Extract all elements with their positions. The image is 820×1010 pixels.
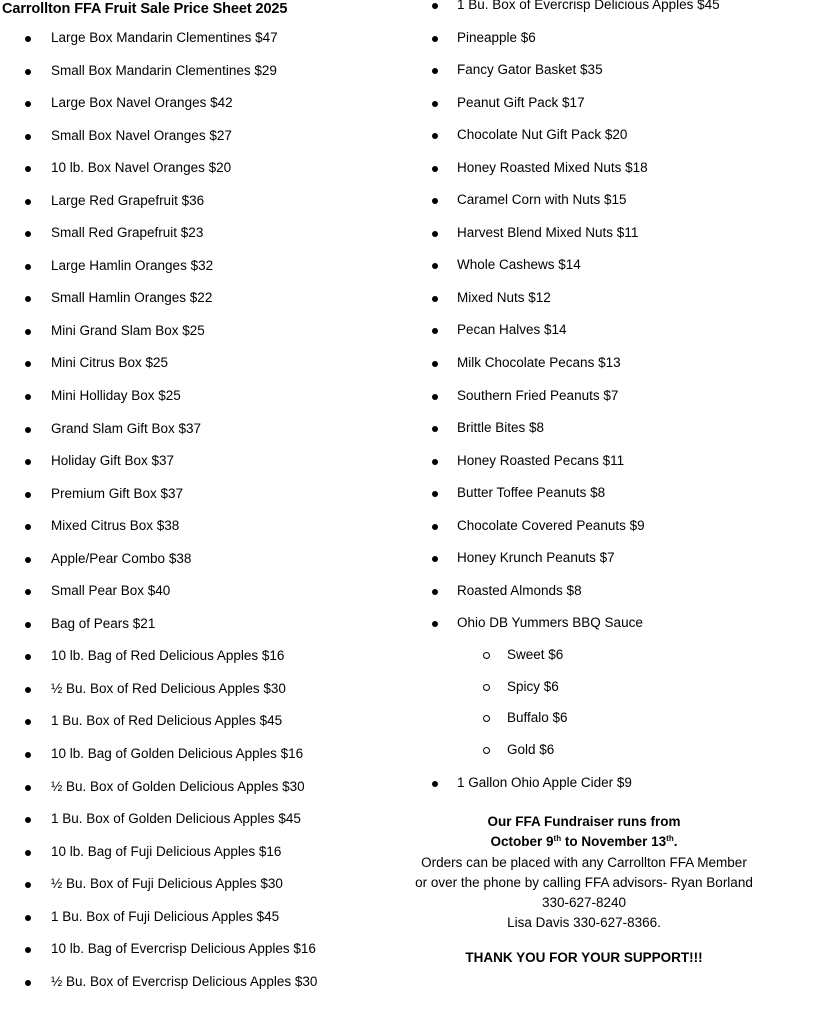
bullet-icon	[25, 915, 31, 921]
list-item	[0, 93, 400, 126]
item-label: 1 Bu. Box of Fuji Delicious Apples $45	[51, 908, 280, 924]
bullet-icon	[432, 263, 438, 269]
item-label: Chocolate Covered Peanuts $9	[457, 517, 645, 533]
bullet-icon	[432, 426, 438, 432]
list-item	[0, 126, 400, 159]
right-price-list	[406, 0, 816, 805]
list-item	[0, 842, 400, 875]
advisor-contact: Lisa Davis 330-627-8366.	[507, 915, 661, 931]
list-item	[406, 353, 816, 386]
bullet-icon	[432, 296, 438, 302]
bullet-icon	[25, 752, 31, 758]
bullet-icon	[432, 524, 438, 530]
item-label: Large Box Navel Oranges $42	[51, 95, 233, 111]
bullet-icon	[432, 394, 438, 400]
list-item	[0, 972, 400, 1005]
list-item	[406, 223, 816, 256]
item-label: Southern Fried Peanuts $7	[457, 387, 619, 403]
list-item	[406, 288, 816, 321]
list-item	[0, 256, 400, 289]
item-label: Pecan Halves $14	[457, 322, 567, 338]
list-item	[406, 60, 816, 93]
order-info: Orders can be placed with any Carrollton FFA Member	[421, 854, 747, 870]
bullet-icon	[432, 621, 438, 627]
item-label: Harvest Blend Mixed Nuts $11	[457, 224, 639, 240]
item-label: Bag of Pears $21	[51, 615, 156, 631]
item-label: Mixed Nuts $12	[457, 289, 551, 305]
item-label: Roasted Almonds $8	[457, 582, 582, 598]
sub-list-item	[406, 678, 816, 710]
list-item	[0, 191, 400, 224]
item-label: Holiday Gift Box $37	[51, 453, 175, 469]
item-label: Small Red Grapefruit $23	[51, 225, 204, 241]
item-label: Mixed Citrus Box $38	[51, 518, 180, 534]
bullet-icon	[25, 394, 31, 400]
bullet-icon	[25, 687, 31, 693]
list-item	[0, 223, 400, 256]
fundraiser-line: Our FFA Fundraiser runs from	[487, 814, 681, 829]
bullet-icon	[432, 491, 438, 497]
item-label: Large Hamlin Oranges $32	[51, 257, 214, 273]
list-item	[0, 679, 400, 712]
list-item	[406, 483, 816, 516]
bullet-icon	[432, 231, 438, 237]
item-label: 1 Bu. Box of Red Delicious Apples $45	[51, 713, 283, 729]
item-label: Chocolate Nut Gift Pack $20	[457, 127, 628, 143]
bullet-icon	[25, 264, 31, 270]
bullet-icon	[432, 68, 438, 74]
circle-bullet-icon	[483, 684, 490, 691]
bullet-icon	[432, 101, 438, 107]
list-item	[0, 484, 400, 517]
phone-info: or over the phone by calling FFA advisors- Ryan Borland	[415, 874, 753, 890]
left-price-list	[0, 28, 400, 1004]
item-label: ½ Bu. Box of Evercrisp Delicious Apples $30	[51, 973, 318, 989]
list-item	[406, 418, 816, 451]
list-item	[0, 288, 400, 321]
list-item	[406, 255, 816, 288]
bullet-icon	[25, 199, 31, 205]
list-item	[406, 451, 816, 484]
bullet-icon	[25, 882, 31, 888]
list-item	[406, 93, 816, 126]
sub-list-item	[406, 646, 816, 678]
item-label: ½ Bu. Box of Red Delicious Apples $30	[51, 680, 286, 696]
bullet-icon	[25, 166, 31, 172]
item-label: Mini Grand Slam Box $25	[51, 322, 205, 338]
list-item	[0, 744, 400, 777]
list-item	[406, 190, 816, 223]
bullet-icon	[25, 296, 31, 302]
list-item	[406, 548, 816, 581]
item-label: 10 lb. Bag of Evercrisp Delicious Apples $16	[51, 941, 316, 957]
list-item	[0, 907, 400, 940]
list-item	[0, 874, 400, 907]
item-label: Butter Toffee Peanuts $8	[457, 485, 606, 501]
sub-item-label: Buffalo $6	[507, 710, 568, 726]
bullet-icon	[25, 719, 31, 725]
bullet-icon	[25, 850, 31, 856]
fundraiser-dates: October 9th to November 13th.	[490, 834, 678, 850]
item-label: Fancy Gator Basket $35	[457, 62, 603, 78]
item-label: Premium Gift Box $37	[51, 485, 184, 501]
item-label: Small Box Navel Oranges $27	[51, 127, 232, 143]
list-item	[0, 451, 400, 484]
bullet-icon	[25, 947, 31, 953]
item-label: 10 lb. Bag of Fuji Delicious Apples $16	[51, 843, 282, 859]
list-item	[406, 581, 816, 614]
list-item	[406, 28, 816, 61]
list-item	[406, 125, 816, 158]
bullet-icon	[25, 622, 31, 628]
list-item	[0, 28, 400, 61]
item-label: Whole Cashews $14	[457, 257, 581, 273]
list-item	[406, 773, 816, 806]
item-label: Honey Roasted Mixed Nuts $18	[457, 159, 648, 175]
item-label: Mini Holliday Box $25	[51, 388, 181, 404]
sub-item-label: Sweet $6	[507, 646, 564, 662]
bullet-icon	[25, 785, 31, 791]
item-label: Small Hamlin Oranges $22	[51, 290, 213, 306]
list-item	[0, 353, 400, 386]
bullet-icon	[432, 556, 438, 562]
bullet-icon	[25, 589, 31, 595]
bullet-icon	[432, 3, 438, 9]
list-item	[0, 939, 400, 972]
item-label: 10 lb. Box Navel Oranges $20	[51, 160, 232, 176]
list-item	[0, 777, 400, 810]
list-item	[0, 549, 400, 582]
fundraiser-info	[402, 812, 766, 968]
bullet-icon	[25, 980, 31, 986]
item-label: Ohio DB Yummers BBQ Sauce	[457, 615, 643, 631]
bullet-icon	[25, 817, 31, 823]
bullet-icon	[25, 654, 31, 660]
list-item	[406, 0, 816, 28]
thank-you-message: THANK YOU FOR YOUR SUPPORT!!!	[465, 949, 703, 965]
item-label: Small Pear Box $40	[51, 583, 171, 599]
item-label: Honey Krunch Peanuts $7	[457, 550, 615, 566]
bullet-icon	[25, 101, 31, 107]
item-label: Large Box Mandarin Clementines $47	[51, 30, 278, 45]
item-label: Small Box Mandarin Clementines $29	[51, 62, 277, 78]
circle-bullet-icon	[483, 747, 490, 754]
item-label: Honey Roasted Pecans $11	[457, 452, 625, 468]
bullet-icon	[432, 166, 438, 172]
bullet-icon	[432, 781, 438, 787]
item-label: Milk Chocolate Pecans $13	[457, 355, 621, 371]
list-item	[0, 158, 400, 191]
item-label: 1 Gallon Ohio Apple Cider $9	[457, 774, 632, 790]
list-item	[0, 419, 400, 452]
list-item	[406, 158, 816, 191]
item-label: Pineapple $6	[457, 29, 536, 45]
item-label: 1 Bu. Box of Golden Delicious Apples $45	[51, 811, 301, 827]
item-label: Grand Slam Gift Box $37	[51, 420, 202, 436]
page-title: Carrollton FFA Fruit Sale Price Sheet 2025	[2, 1, 288, 17]
bullet-icon	[25, 36, 31, 42]
bullet-icon	[432, 133, 438, 139]
bullet-icon	[25, 557, 31, 563]
circle-bullet-icon	[483, 715, 490, 722]
bullet-icon	[432, 459, 438, 465]
bullet-icon	[432, 328, 438, 334]
list-item	[0, 581, 400, 614]
list-item	[406, 386, 816, 419]
list-item	[0, 614, 400, 647]
item-label: Caramel Corn with Nuts $15	[457, 192, 627, 208]
circle-bullet-icon	[483, 652, 490, 659]
item-label: 1 Bu. Box of Evercrisp Delicious Apples $45	[457, 0, 720, 12]
list-item	[0, 809, 400, 842]
list-item	[406, 613, 816, 646]
item-label: Peanut Gift Pack $17	[457, 94, 585, 110]
bullet-icon	[25, 361, 31, 367]
list-item	[0, 321, 400, 354]
bullet-icon	[25, 329, 31, 335]
list-item	[406, 320, 816, 353]
item-label: 10 lb. Bag of Red Delicious Apples $16	[51, 648, 285, 664]
bullet-icon	[25, 492, 31, 498]
bullet-icon	[432, 361, 438, 367]
item-label: ½ Bu. Box of Golden Delicious Apples $30	[51, 778, 305, 794]
bullet-icon	[432, 589, 438, 595]
sub-list-item	[406, 709, 816, 741]
list-item	[406, 516, 816, 549]
item-label: ½ Bu. Box of Fuji Delicious Apples $30	[51, 876, 283, 892]
bullet-icon	[432, 36, 438, 42]
bullet-icon	[25, 231, 31, 237]
list-item	[0, 386, 400, 419]
bullet-icon	[25, 524, 31, 530]
sub-item-label: Gold $6	[507, 742, 555, 757]
bullet-icon	[25, 69, 31, 75]
item-label: Mini Citrus Box $25	[51, 355, 169, 371]
list-item	[0, 516, 400, 549]
list-item	[0, 646, 400, 679]
sub-list-item	[406, 741, 816, 773]
item-label: Brittle Bites $8	[457, 420, 545, 436]
list-item	[0, 61, 400, 94]
item-label: Apple/Pear Combo $38	[51, 550, 192, 566]
bullet-icon	[432, 198, 438, 204]
bullet-icon	[25, 459, 31, 465]
item-label: Large Red Grapefruit $36	[51, 192, 205, 208]
item-label: 10 lb. Bag of Golden Delicious Apples $16	[51, 746, 304, 762]
bullet-icon	[25, 427, 31, 433]
sub-item-label: Spicy $6	[507, 678, 559, 694]
bullet-icon	[25, 134, 31, 140]
phone-number: 330-627-8240	[541, 895, 627, 911]
list-item	[0, 711, 400, 744]
